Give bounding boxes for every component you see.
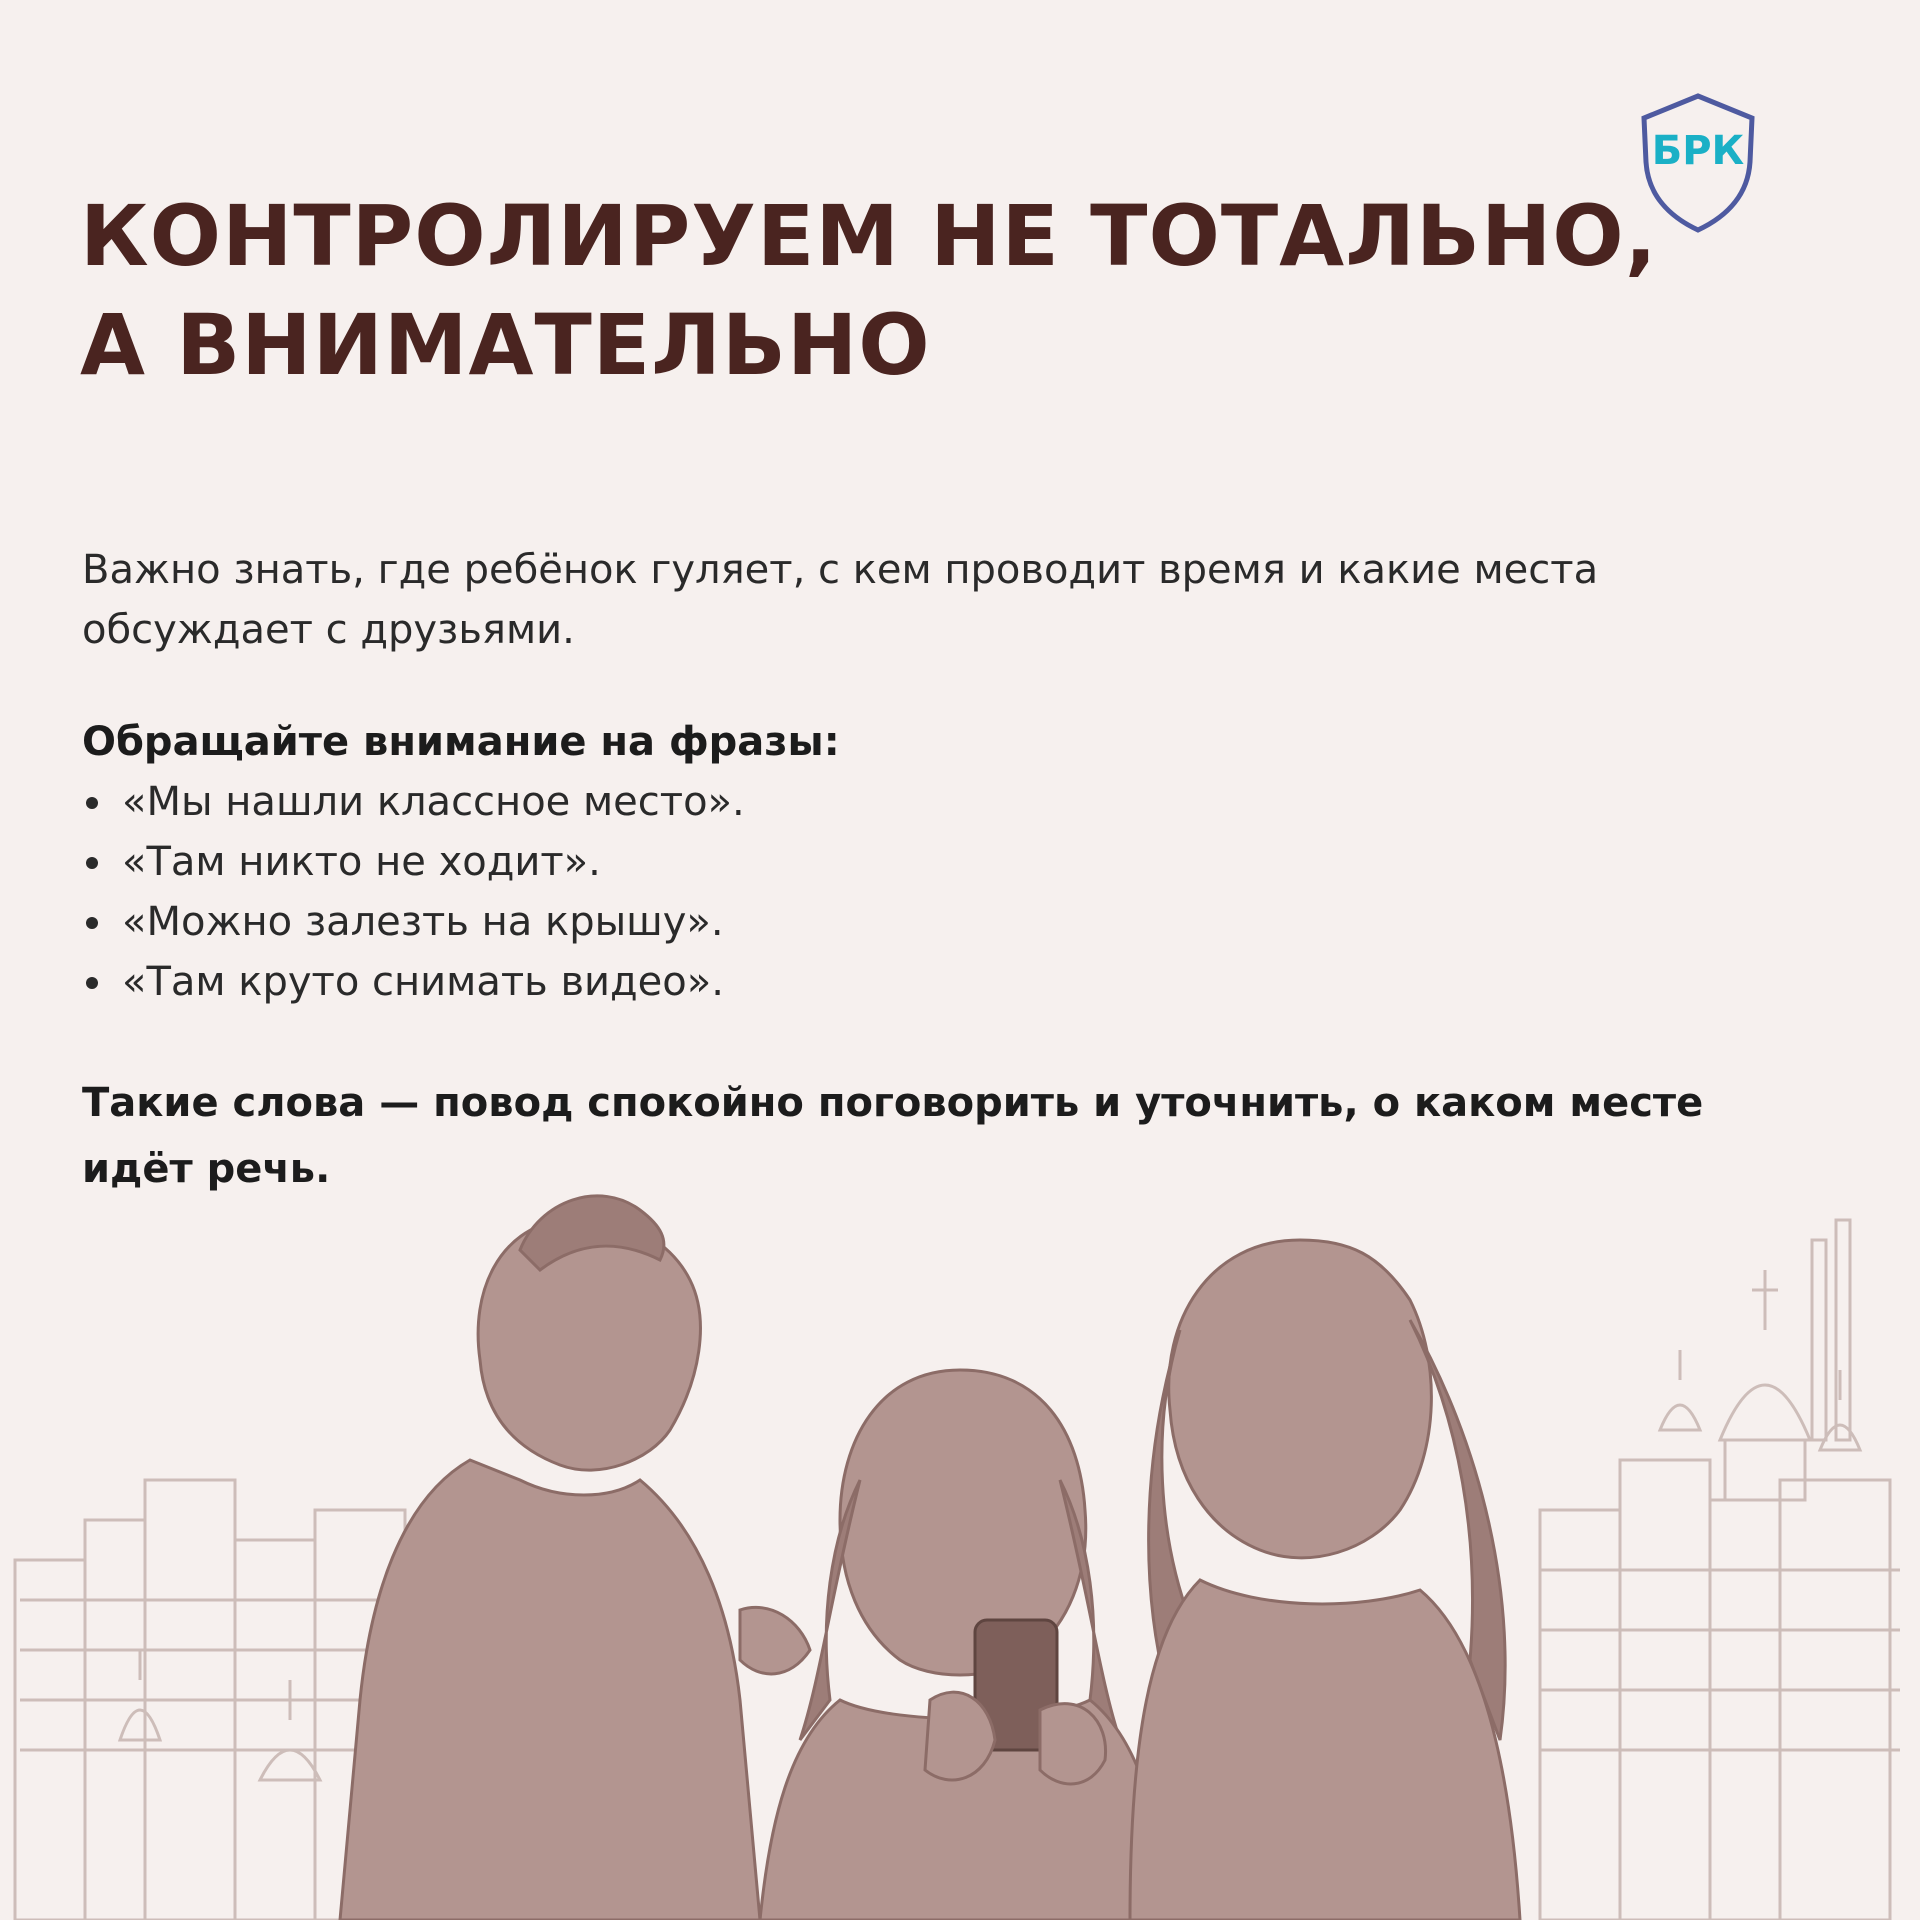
logo-text: БРК [1651, 128, 1745, 174]
title-line-2: А ВНИМАТЕЛЬНО [80, 296, 931, 394]
conclusion-paragraph: Такие слова — повод спокойно поговорить и уточнить, о каком месте идёт речь. [82, 1080, 1704, 1192]
page-title [80, 182, 1658, 400]
phrases-heading: Обращайте внимание на фразы: [82, 719, 840, 765]
children-with-phone-illustration [0, 1180, 1920, 1920]
boy-figure [478, 1218, 700, 1470]
phrases-list [82, 772, 1722, 1012]
intro-paragraph: Важно знать, где ребёнок гуляет, с кем проводит время и какие места обсуждает с друзьями. [82, 547, 1599, 653]
list-item: «Там круто снимать видео». [82, 952, 1722, 1012]
list-item: «Мы нашли классное место». [82, 772, 1722, 832]
title-line-1: КОНТРОЛИРУЕМ НЕ ТОТАЛЬНО, [80, 187, 1658, 285]
right-girl-figure [1169, 1240, 1432, 1558]
children-figures [340, 1196, 1520, 1920]
list-item: «Там никто не ходит». [82, 832, 1722, 892]
content-block [82, 540, 1722, 1202]
list-item: «Можно залезть на крышу». [82, 892, 1722, 952]
